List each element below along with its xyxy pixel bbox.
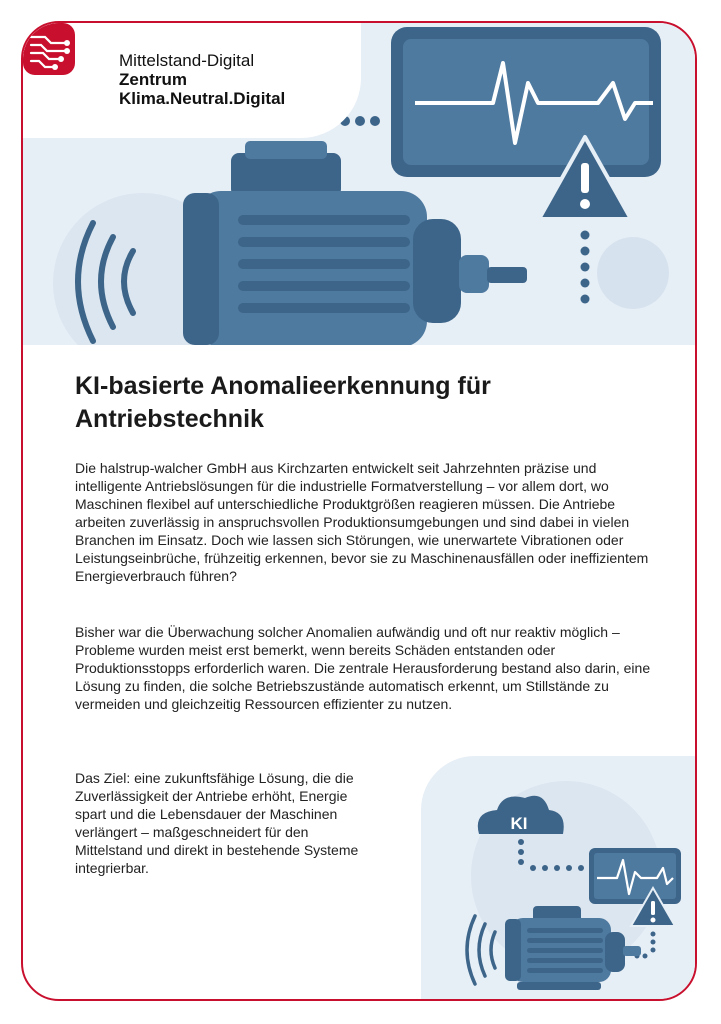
hero-illustration bbox=[23, 23, 697, 345]
paragraph-1: Die halstrup-walcher GmbH aus Kirchzarten entwickelt seit Jahrzehnten präzise und intelligente Antriebslösungen für die industrielle Formatverstellung – vor allem dort, wo Maschinen flexibel auf unterschiedliche Produktgrößen reagieren müssen. Die Antriebe arbeiten zuverlässig in anspruchsvollen Produktionsumgebungen und sind dabei in vielen Branchen im Einsatz. Doch wie lassen sich Störungen, wie unerwartete Vibrationen oder Leistungseinbrüche, frühzeitig erkennen, bevor sie zu Maschinenausfällen oder ineffizientem Energieverbrauch führen? bbox=[75, 460, 649, 584]
paragraph-2: Bisher war die Überwachung solcher Anomalien aufwändig und oft nur reaktiv möglich – Probleme wurden meist erst bemerkt, wenn bereits Schäden entstanden oder Produktionsstopps erforderlich waren. Die zentrale Herausforderung bestand also darin, eine Lösung zu finden, die solche Betriebszustände automatisch erkennt, um Stillstände zu vermeiden und gleichzeitig Ressourcen effizienter zu nutzen. bbox=[75, 624, 651, 712]
ai-illustration-svg bbox=[421, 756, 697, 1001]
bg-circle bbox=[597, 237, 669, 309]
cloud-label: KI bbox=[510, 814, 528, 833]
logo-wordmark bbox=[119, 51, 285, 108]
article-title: KI-basierte Anomalieerkennung für Antriebstechnik bbox=[75, 372, 491, 433]
monitor-waveform-icon bbox=[391, 27, 661, 177]
logo-line-2: Zentrum bbox=[119, 70, 187, 89]
ai-monitoring-illustration bbox=[421, 756, 697, 1001]
connector-dots bbox=[581, 231, 590, 304]
circuit-head-icon bbox=[23, 23, 75, 75]
paragraph-3: Das Ziel: eine zukunftsfähige Lösung, die die Zuverlässigkeit der Antriebe erhöht, Energie spart und die Lebensdauer der Maschinen verlängert – maßgeschneidert für den Mittelstand und direkt in bestehende Systeme integrierbar. bbox=[75, 770, 359, 876]
page-frame bbox=[21, 21, 697, 1001]
logo-area bbox=[23, 23, 361, 138]
logo-line-1: Mittelstand-Digital bbox=[119, 51, 255, 70]
logo-line-3: Klima.Neutral.Digital bbox=[119, 89, 286, 108]
monitor-waveform-icon bbox=[589, 848, 681, 904]
